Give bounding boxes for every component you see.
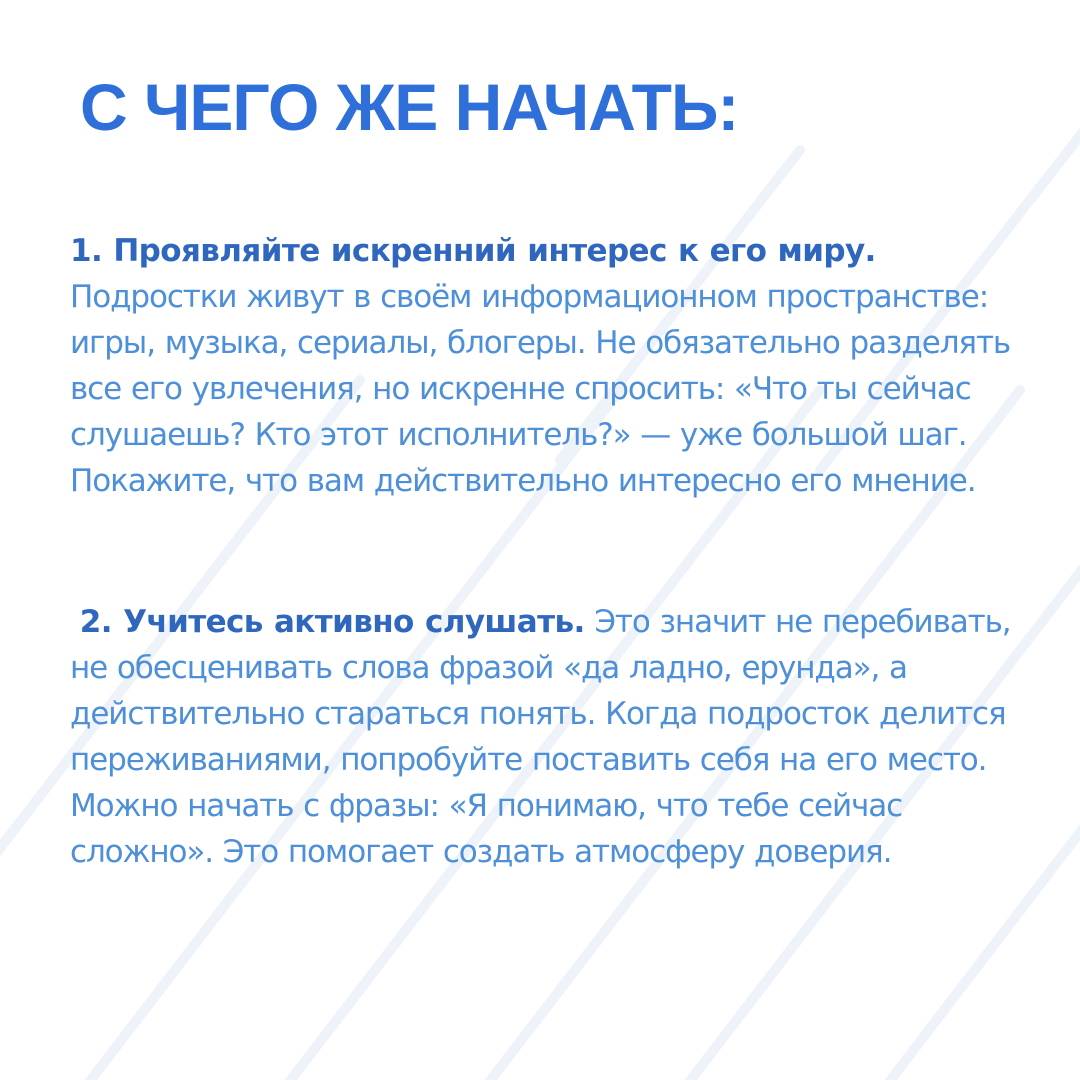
tip-1	[70, 228, 1040, 504]
tip-2-lead: 2. Учитесь активно слушать.	[79, 604, 585, 640]
page-title: С ЧЕГО ЖЕ НАЧАТЬ:	[80, 70, 739, 144]
tip-1-lead: 1. Проявляйте искренний интерес к его миру.	[70, 233, 876, 269]
tip-2-body: Это значит не перебивать, не обесценивать слова фразой «да ладно, ерунда», а действительно стараться понять. Когда подросток делится переживаниями, попробуйте поставить себя на его место. Можно начать с фразы: «Я понимаю, что тебе сейчас сложно». Это помогает создать атмосферу доверия.	[70, 604, 1011, 870]
tip-1-body: Подростки живут в своём информационном пространстве: игры, музыка, сериалы, блогеры. Не обязательно разделять все его увлечения, но искренне спросить: «Что ты сейчас слушаешь? Кто этот исполнитель?» — уже большой шаг. Покажите, что вам действительно интересно его мнение.	[70, 279, 1011, 499]
tip-2	[70, 599, 1040, 875]
